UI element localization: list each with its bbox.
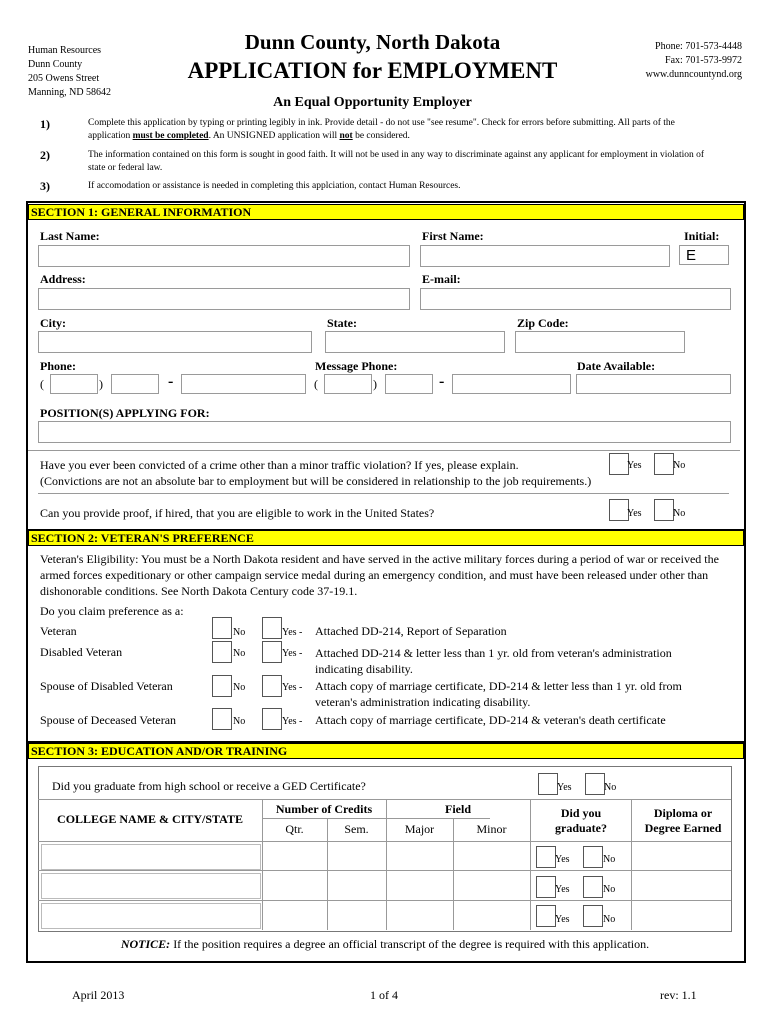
grad-yes-checkbox-2[interactable]	[536, 876, 556, 898]
college-field-2[interactable]	[41, 873, 261, 899]
last-name-field[interactable]	[38, 245, 410, 267]
instruction-1: Complete this application by typing or printing legibly in ink. Provide detail - do not use "see resume". Check for errors before submitting. All parts of the application must be completed. An UNSIGNED application will not be considered.	[88, 118, 675, 141]
grad-no-checkbox-1[interactable]	[583, 846, 603, 868]
zip-label: Zip Code:	[517, 316, 569, 330]
paren-close: )	[99, 377, 103, 391]
table-vline	[386, 799, 387, 930]
address-line: Manning, ND 58642	[28, 87, 112, 98]
yes-label: Yes -	[282, 627, 303, 638]
table-line	[38, 870, 731, 871]
grad-no-checkbox-3[interactable]	[583, 905, 603, 927]
proof-question: Can you provide proof, if hired, that you are eligible to work in the United States?	[40, 506, 435, 520]
col-credits: Number of Credits	[275, 802, 373, 816]
section2-header: SECTION 2: VETERAN'S PREFERENCE	[28, 530, 744, 546]
no-label: No	[604, 782, 617, 793]
col-minor: Minor	[476, 822, 507, 836]
county-title: Dunn County, North Dakota	[244, 30, 501, 54]
phone-dash: -	[168, 373, 174, 390]
address-line: 205 Owens Street	[28, 73, 100, 84]
no-label: No	[233, 716, 246, 727]
proof-no-checkbox[interactable]	[654, 499, 674, 521]
veteran-label: Veteran	[40, 624, 77, 638]
col-graduated: Did you graduate?	[555, 806, 607, 835]
divider	[28, 450, 740, 451]
no-label: No	[603, 914, 616, 925]
ged-no-checkbox[interactable]	[585, 773, 605, 795]
yes-label: Yes	[627, 460, 642, 471]
phone-line: Phone: 701-573-4448	[655, 41, 742, 52]
disabled-veteran-label: Disabled Veteran	[40, 645, 123, 659]
col-major: Major	[404, 822, 435, 836]
crime-question: Have you ever been convicted of a crime other than a minor traffic violation? If yes, please explain.	[40, 458, 519, 472]
phone-prefix-field[interactable]	[111, 374, 159, 394]
spouse-deceased-label: Spouse of Deceased Veteran	[40, 713, 177, 727]
subtitle: An Equal Opportunity Employer	[273, 95, 472, 110]
proof-yes-checkbox[interactable]	[609, 499, 629, 521]
col-diploma: Diploma or Degree Earned	[644, 806, 722, 835]
instruction-num: 3)	[40, 179, 50, 193]
address-field[interactable]	[38, 288, 410, 310]
spouse-disabled-no-checkbox[interactable]	[212, 675, 232, 697]
address-label: Address:	[40, 272, 86, 286]
yes-label: Yes -	[282, 648, 303, 659]
email-field[interactable]	[420, 288, 731, 310]
msg-phone-prefix-field[interactable]	[385, 374, 433, 394]
footer-page: 1 of 4	[370, 988, 398, 1002]
col-sem: Sem.	[344, 822, 369, 836]
yes-label: Yes	[627, 508, 642, 519]
grad-yes-checkbox-3[interactable]	[536, 905, 556, 927]
table-line	[38, 799, 731, 800]
positions-field[interactable]	[38, 421, 731, 443]
initial-field[interactable]: E	[679, 245, 729, 265]
phone-area-code-field[interactable]	[50, 374, 98, 394]
table-vline	[530, 799, 531, 930]
veteran-no-checkbox[interactable]	[212, 617, 232, 639]
first-name-label: First Name:	[422, 229, 484, 243]
fax-line: Fax: 701-573-9972	[665, 55, 742, 66]
spouse-deceased-no-checkbox[interactable]	[212, 708, 232, 730]
col-field: Field	[445, 802, 471, 816]
no-label: No	[603, 884, 616, 895]
col-qtr: Qtr.	[285, 822, 304, 836]
instruction-3: If accomodation or assistance is needed in completing this applciation, contact Human Resources.	[88, 181, 461, 191]
address-line: Human Resources	[28, 45, 102, 56]
table-line	[38, 841, 731, 842]
no-label: No	[673, 508, 686, 519]
college-field-1[interactable]	[41, 844, 261, 870]
no-label: No	[233, 648, 246, 659]
spouse-deceased-yes-checkbox[interactable]	[262, 708, 282, 730]
section3-header: SECTION 3: EDUCATION AND/OR TRAINING	[28, 743, 744, 759]
paren-close: )	[373, 377, 377, 391]
city-field[interactable]	[38, 331, 312, 353]
instruction-2: The information contained on this form is sought in good faith. It will not be used in any way to discriminate against any applicant for employment in violation of state or federal law.	[88, 150, 705, 173]
disabled-veteran-desc: Attached DD-214 & letter less than 1 yr. old from veteran's administration indicating disability.	[315, 646, 672, 676]
yes-label: Yes -	[282, 682, 303, 693]
msg-phone-number-field[interactable]	[452, 374, 571, 394]
date-available-label: Date Available:	[577, 359, 656, 373]
crime-explain-line	[38, 493, 729, 494]
disabled-veteran-yes-checkbox[interactable]	[262, 641, 282, 663]
ged-yes-checkbox[interactable]	[538, 773, 558, 795]
last-name-label: Last Name:	[40, 229, 100, 243]
msg-phone-dash: -	[439, 373, 445, 390]
city-label: City:	[40, 316, 66, 330]
disabled-veteran-no-checkbox[interactable]	[212, 641, 232, 663]
address-line: Dunn County	[28, 59, 83, 70]
crime-note: (Convictions are not an absolute bar to employment but will be considered in relationship to the job requirements.)	[40, 474, 592, 488]
footer-rev: rev: 1.1	[660, 988, 697, 1002]
paren-open: (	[314, 377, 318, 391]
veteran-eligibility: Veteran's Eligibility: You must be a North Dakota resident and have served in the active military forces during a period of war or received the armed forces expeditionary or other campaign service medal during an emergency condition, and must have been released under other than dishonorable conditions. See North Dakota Century code 37-19.1.	[40, 552, 719, 598]
claim-question: Do you claim preference as a:	[40, 604, 184, 618]
email-label: E-mail:	[422, 272, 461, 286]
crime-yes-checkbox[interactable]	[609, 453, 629, 475]
spouse-disabled-label: Spouse of Disabled Veteran	[40, 679, 173, 693]
crime-no-checkbox[interactable]	[654, 453, 674, 475]
yes-label: Yes	[555, 854, 570, 865]
section1-header: SECTION 1: GENERAL INFORMATION	[28, 204, 744, 220]
spouse-disabled-yes-checkbox[interactable]	[262, 675, 282, 697]
notice: NOTICE: If the position requires a degree an official transcript of the degree is required with this application.	[120, 937, 650, 951]
msg-phone-area-code-field[interactable]	[324, 374, 372, 394]
web-line: www.dunncountynd.org	[645, 69, 742, 80]
date-available-field[interactable]	[576, 374, 731, 394]
yes-label: Yes -	[282, 716, 303, 727]
phone-number-field[interactable]	[181, 374, 306, 394]
state-field[interactable]	[325, 331, 505, 353]
instruction-num: 2)	[40, 148, 50, 162]
message-phone-label: Message Phone:	[315, 359, 398, 373]
paren-open: (	[40, 377, 44, 391]
positions-label: POSITION(S) APPLYING FOR:	[40, 406, 210, 420]
grad-yes-checkbox-1[interactable]	[536, 846, 556, 868]
table-vline	[631, 799, 632, 930]
veteran-yes-checkbox[interactable]	[262, 617, 282, 639]
col-college: COLLEGE NAME & CITY/STATE	[57, 812, 243, 826]
first-name-field[interactable]	[420, 245, 670, 267]
ged-question: Did you graduate from high school or receive a GED Certificate?	[52, 779, 366, 793]
initial-label: Initial:	[684, 229, 720, 243]
yes-label: Yes	[557, 782, 572, 793]
table-line	[38, 900, 731, 901]
spouse-disabled-desc: Attach copy of marriage certificate, DD-214 & letter less than 1 yr. old from veteran's administration indicating disability.	[315, 679, 682, 709]
college-field-3[interactable]	[41, 903, 261, 929]
form-title: APPLICATION for EMPLOYMENT	[187, 58, 558, 83]
state-label: State:	[327, 316, 357, 330]
no-label: No	[673, 460, 686, 471]
grad-no-checkbox-2[interactable]	[583, 876, 603, 898]
instruction-num: 1)	[40, 117, 50, 131]
footer-date: April 2013	[72, 988, 125, 1002]
yes-label: Yes	[555, 914, 570, 925]
table-line	[262, 818, 490, 819]
no-label: No	[603, 854, 616, 865]
no-label: No	[233, 682, 246, 693]
no-label: No	[233, 627, 246, 638]
table-vline	[262, 799, 263, 930]
phone-label: Phone:	[40, 359, 76, 373]
veteran-desc: Attached DD-214, Report of Separation	[315, 624, 507, 638]
zip-field[interactable]	[515, 331, 685, 353]
yes-label: Yes	[555, 884, 570, 895]
spouse-deceased-desc: Attach copy of marriage certificate, DD-214 & veteran's death certificate	[315, 713, 666, 727]
